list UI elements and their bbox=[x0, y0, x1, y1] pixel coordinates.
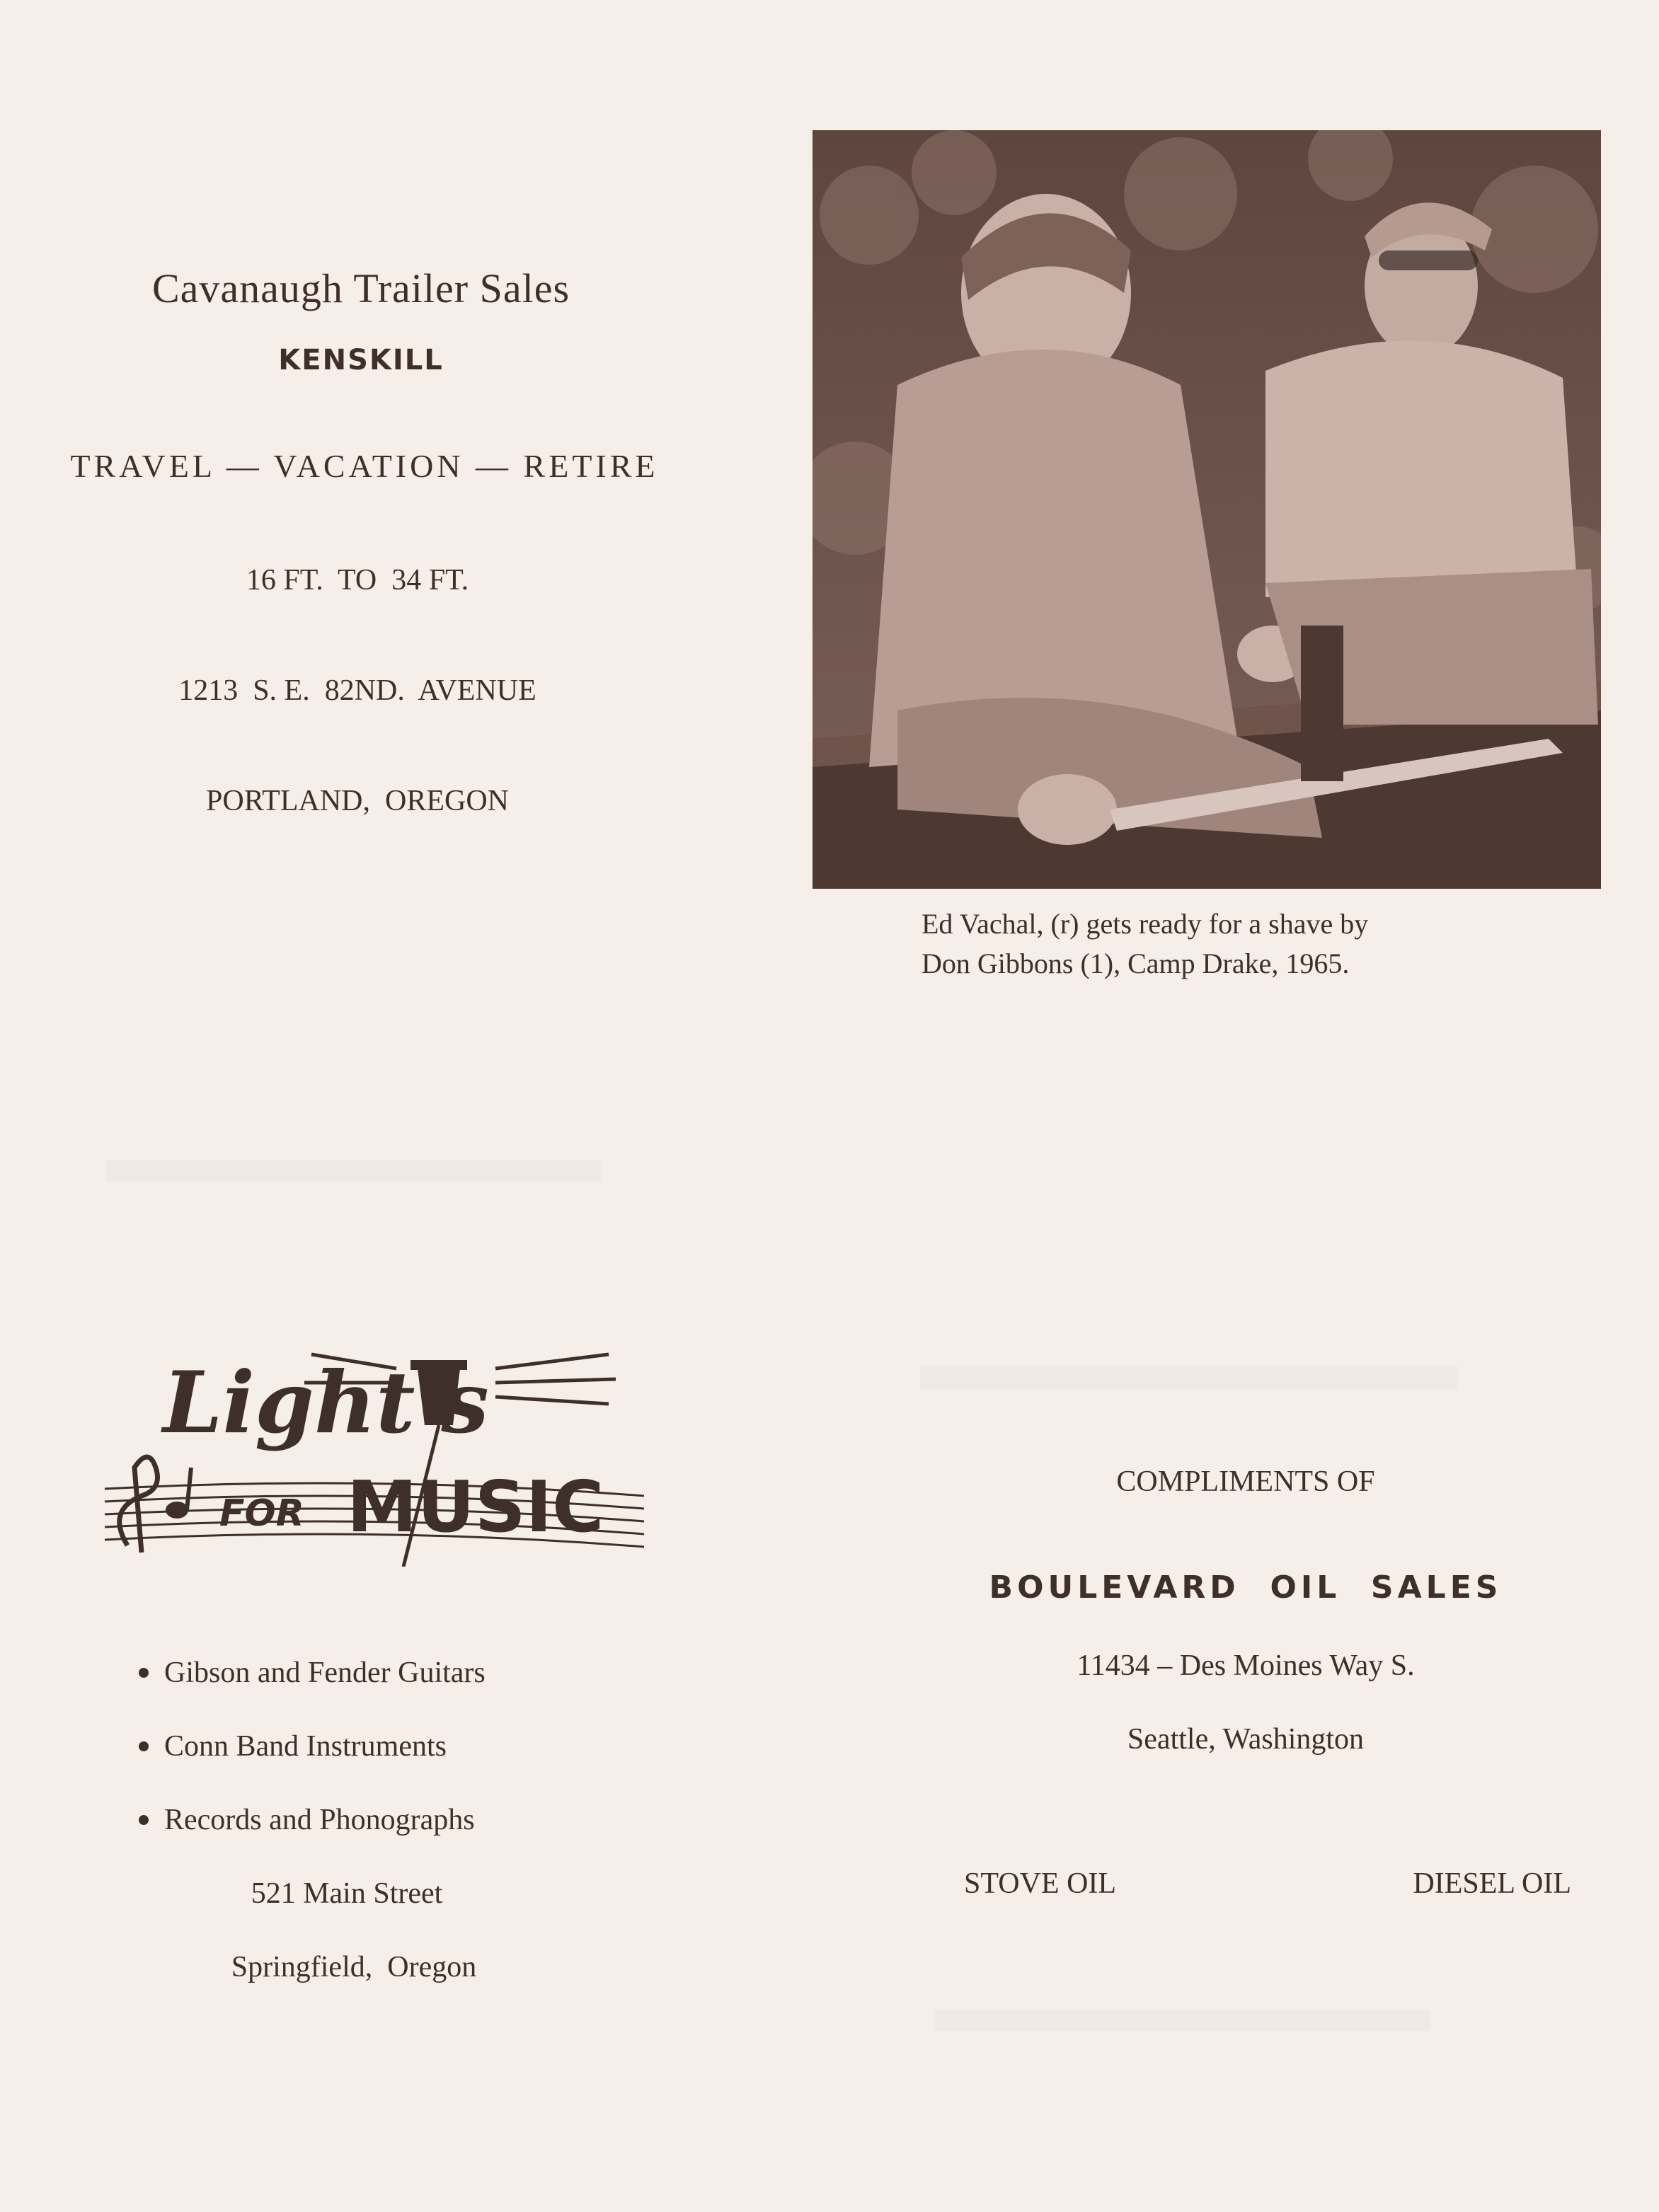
boulevard-product-diesel: DIESEL OIL bbox=[1413, 1867, 1571, 1900]
product-list-item bbox=[139, 1656, 486, 1690]
lights-for-music-logo bbox=[99, 1340, 651, 1567]
music-store-street: 521 Main Street bbox=[251, 1877, 443, 1910]
boulevard-company: BOULEVARD OIL SALES bbox=[989, 1569, 1503, 1606]
bullet-icon bbox=[139, 1741, 149, 1751]
bleed-through-block bbox=[920, 1366, 1458, 1390]
cavanaugh-city: PORTLAND, OREGON bbox=[206, 785, 509, 817]
logo-word-music: MUSIC bbox=[347, 1465, 604, 1548]
bullet-icon bbox=[139, 1668, 149, 1678]
boulevard-product-stove: STOVE OIL bbox=[964, 1867, 1117, 1900]
product-list-label: Conn Band Instruments bbox=[164, 1730, 447, 1763]
bullet-icon bbox=[139, 1815, 149, 1825]
cavanaugh-tagline: TRAVEL — VACATION — RETIRE bbox=[70, 448, 659, 484]
boulevard-city: Seattle, Washington bbox=[1127, 1723, 1365, 1756]
boulevard-compliments: COMPLIMENTS OF bbox=[1116, 1465, 1375, 1498]
cavanaugh-brand: KENSKILL bbox=[278, 344, 444, 376]
photo-caption-line: Don Gibbons (1), Camp Drake, 1965. bbox=[922, 947, 1350, 979]
cavanaugh-sizes: 16 FT. TO 34 FT. bbox=[246, 564, 469, 597]
product-list-label: Gibson and Fender Guitars bbox=[164, 1657, 486, 1689]
product-list-label: Records and Phonographs bbox=[164, 1804, 475, 1836]
bleed-through-block bbox=[934, 2010, 1430, 2031]
product-list-item bbox=[139, 1729, 447, 1763]
bleed-through-block bbox=[106, 1160, 602, 1182]
camp-photo bbox=[813, 130, 1601, 889]
photo-caption-line: Ed Vachal, (r) gets ready for a shave by bbox=[922, 908, 1369, 940]
logo-graphic bbox=[99, 1340, 651, 1567]
camp-photo-illustration bbox=[813, 130, 1601, 889]
cavanaugh-address: 1213 S. E. 82ND. AVENUE bbox=[178, 674, 536, 707]
photo-caption bbox=[922, 904, 1558, 984]
cavanaugh-name: Cavanaugh Trailer Sales bbox=[151, 265, 570, 311]
logo-word-lights: Light's bbox=[163, 1353, 489, 1453]
product-list-item bbox=[139, 1803, 475, 1837]
boulevard-address: 11434 – Des Moines Way S. bbox=[1077, 1649, 1415, 1682]
logo-word-for: FOR bbox=[219, 1492, 304, 1535]
music-store-city: Springfield, Oregon bbox=[231, 1951, 477, 1983]
